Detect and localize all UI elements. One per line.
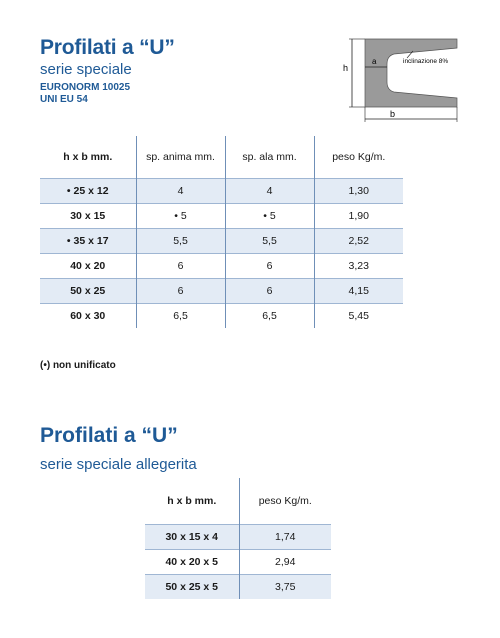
header-weight: peso Kg/m. [332,151,386,163]
cell-dimensions: 40 x 20 [40,254,136,279]
table-row [40,229,403,254]
cell-web-thickness: 4 [136,179,225,204]
section2-title: Profilati a “U” [40,424,178,447]
cell-weight: 2,52 [314,229,403,254]
cell-dimensions: 50 x 25 [40,279,136,304]
cell-flange-thickness: 4 [225,179,314,204]
cell-web-thickness: 6 [136,254,225,279]
cell-web-thickness: 6 [136,279,225,304]
cell-weight: 3,75 [239,575,331,600]
cell-weight: 1,30 [314,179,403,204]
table-header-row [145,478,331,525]
cell-dimensions: 60 x 30 [40,304,136,329]
header-web-thickness: sp. anima mm. [136,136,225,179]
cell-web-thickness: 5,5 [136,229,225,254]
header-dimensions: h x b mm. [145,478,239,525]
u-profile-diagram [335,34,465,126]
cell-weight: 5,45 [314,304,403,329]
lightened-profile-table [145,478,331,599]
cell-dimensions: 40 x 20 x 5 [145,550,239,575]
header-flange-thickness: sp. ala mm. [225,136,314,179]
cell-web-thickness: 6,5 [136,304,225,329]
dim-a-label: a [372,57,377,66]
cell-weight: 3,23 [314,254,403,279]
cell-dimensions: 30 x 15 x 4 [145,525,239,550]
dim-b-label: b [390,109,396,119]
cell-dimensions: • 35 x 17 [40,229,136,254]
cell-weight: 1,74 [239,525,331,550]
table-row [40,179,403,204]
u-profile-table [40,136,403,328]
u-profile-shape [365,39,457,107]
table-row [40,254,403,279]
cell-flange-thickness: 5,5 [225,229,314,254]
section2-subtitle: serie speciale allegerita [40,456,197,473]
slope-label: inclinazione 8% [403,58,449,65]
section1-title: Profilati a “U” [40,36,175,59]
cell-flange-thickness: 6 [225,254,314,279]
table-row [40,204,403,229]
table-row [40,304,403,329]
cell-weight: 2,94 [239,550,331,575]
table-row [145,550,331,575]
table-row [145,575,331,600]
cell-dimensions: 50 x 25 x 5 [145,575,239,600]
standard-euronorm: EURONORM 10025 [40,82,131,93]
standard-uni: UNI EU 54 [40,94,88,105]
header-dimensions: h x b mm. [40,136,136,179]
cell-flange-thickness: 6 [225,279,314,304]
cell-flange-thickness: 6,5 [225,304,314,329]
cell-dimensions: • 25 x 12 [40,179,136,204]
section1-subtitle: serie speciale [40,61,132,78]
header-weight: peso Kg/m. [258,495,312,507]
cell-weight: 1,90 [314,204,403,229]
cell-web-thickness: • 5 [136,204,225,229]
cell-weight: 4,15 [314,279,403,304]
table-header-row [40,136,403,179]
footnote-non-standard: (•) non unificato [40,360,116,371]
table-row [40,279,403,304]
dim-h-label: h [343,63,349,73]
table-row [145,525,331,550]
cell-dimensions: 30 x 15 [40,204,136,229]
cell-flange-thickness: • 5 [225,204,314,229]
